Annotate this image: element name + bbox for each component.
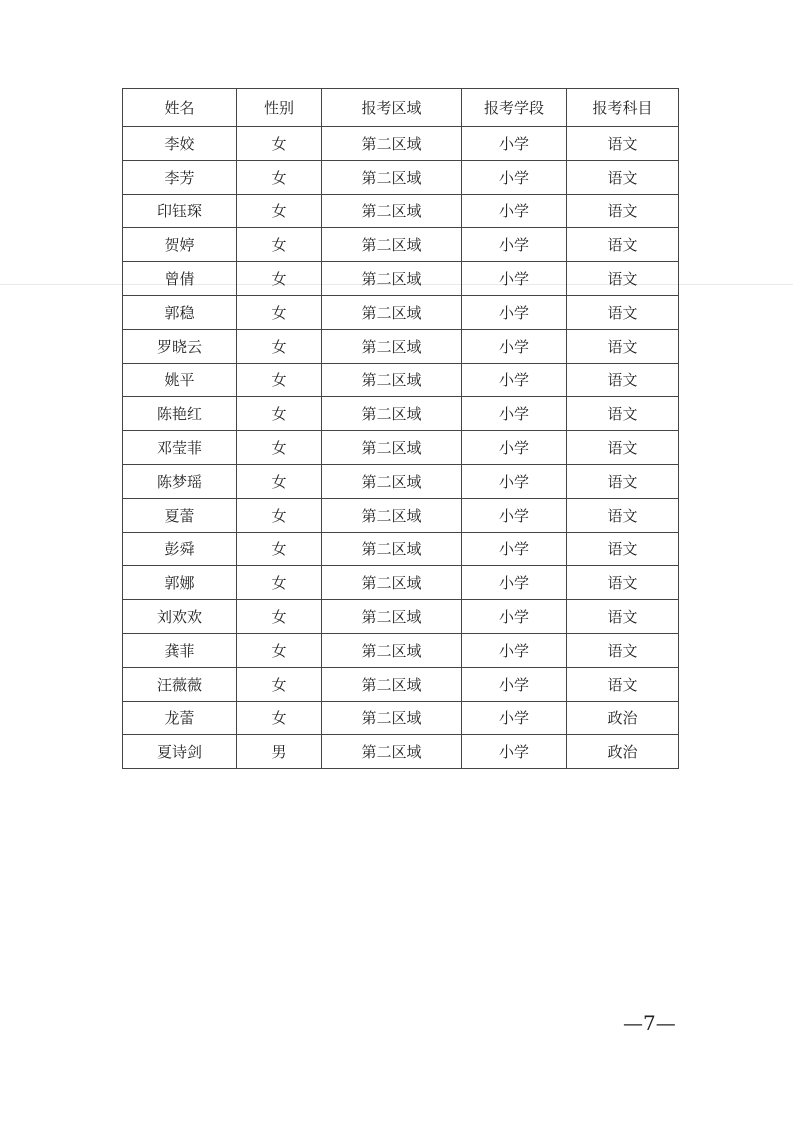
- cell-subject: 语文: [567, 160, 679, 194]
- cell-name: 汪薇薇: [123, 667, 237, 701]
- cell-subject: 语文: [567, 194, 679, 228]
- cell-gender: 女: [237, 600, 322, 634]
- cell-region: 第二区域: [322, 566, 462, 600]
- table-row: [123, 532, 679, 566]
- cell-stage: 小学: [462, 329, 567, 363]
- cell-gender: 女: [237, 295, 322, 329]
- cell-name: 夏蕾: [123, 498, 237, 532]
- table-row: [123, 566, 679, 600]
- table-row: [123, 194, 679, 228]
- cell-subject: 语文: [567, 633, 679, 667]
- cell-gender: 男: [237, 735, 322, 769]
- cell-name: 李姣: [123, 127, 237, 161]
- cell-gender: 女: [237, 194, 322, 228]
- header-region: 报考区域: [322, 89, 462, 127]
- cell-region: 第二区域: [322, 295, 462, 329]
- cell-name: 印钰琛: [123, 194, 237, 228]
- cell-subject: 语文: [567, 431, 679, 465]
- cell-name: 郭稳: [123, 295, 237, 329]
- table-row: [123, 431, 679, 465]
- header-gender: 性别: [237, 89, 322, 127]
- table-row: [123, 329, 679, 363]
- cell-region: 第二区域: [322, 498, 462, 532]
- cell-region: 第二区域: [322, 363, 462, 397]
- cell-name: 龙蕾: [123, 701, 237, 735]
- table-row: [123, 701, 679, 735]
- cell-stage: 小学: [462, 127, 567, 161]
- page-number: —7—: [623, 1011, 676, 1035]
- cell-name: 李芳: [123, 160, 237, 194]
- cell-gender: 女: [237, 667, 322, 701]
- cell-stage: 小学: [462, 194, 567, 228]
- header-name: 姓名: [123, 89, 237, 127]
- cell-gender: 女: [237, 464, 322, 498]
- cell-stage: 小学: [462, 735, 567, 769]
- cell-stage: 小学: [462, 667, 567, 701]
- table-row: [123, 363, 679, 397]
- cell-region: 第二区域: [322, 431, 462, 465]
- cell-region: 第二区域: [322, 464, 462, 498]
- cell-stage: 小学: [462, 262, 567, 296]
- cell-gender: 女: [237, 431, 322, 465]
- cell-subject: 语文: [567, 498, 679, 532]
- table-row: [123, 262, 679, 296]
- cell-subject: 语文: [567, 566, 679, 600]
- cell-name: 邓莹菲: [123, 431, 237, 465]
- cell-name: 郭娜: [123, 566, 237, 600]
- header-stage: 报考学段: [462, 89, 567, 127]
- table-row: [123, 464, 679, 498]
- table-row: [123, 127, 679, 161]
- cell-subject: 语文: [567, 600, 679, 634]
- header-subject: 报考科目: [567, 89, 679, 127]
- cell-name: 陈梦瑶: [123, 464, 237, 498]
- cell-stage: 小学: [462, 464, 567, 498]
- cell-subject: 政治: [567, 735, 679, 769]
- cell-stage: 小学: [462, 431, 567, 465]
- table-row: [123, 735, 679, 769]
- cell-region: 第二区域: [322, 160, 462, 194]
- cell-subject: 语文: [567, 262, 679, 296]
- cell-region: 第二区域: [322, 127, 462, 161]
- cell-gender: 女: [237, 532, 322, 566]
- cell-subject: 语文: [567, 329, 679, 363]
- cell-subject: 语文: [567, 295, 679, 329]
- candidate-table: [122, 88, 679, 769]
- table-body: [123, 127, 679, 769]
- cell-gender: 女: [237, 160, 322, 194]
- table-row: [123, 633, 679, 667]
- table-row: [123, 295, 679, 329]
- cell-stage: 小学: [462, 633, 567, 667]
- cell-subject: 语文: [567, 532, 679, 566]
- cell-gender: 女: [237, 397, 322, 431]
- cell-region: 第二区域: [322, 397, 462, 431]
- cell-region: 第二区域: [322, 701, 462, 735]
- cell-region: 第二区域: [322, 262, 462, 296]
- table-row: [123, 667, 679, 701]
- cell-gender: 女: [237, 329, 322, 363]
- table-header-row: [123, 89, 679, 127]
- cell-stage: 小学: [462, 228, 567, 262]
- cell-stage: 小学: [462, 600, 567, 634]
- cell-region: 第二区域: [322, 329, 462, 363]
- cell-region: 第二区域: [322, 735, 462, 769]
- cell-gender: 女: [237, 363, 322, 397]
- cell-region: 第二区域: [322, 532, 462, 566]
- cell-name: 罗晓云: [123, 329, 237, 363]
- cell-gender: 女: [237, 498, 322, 532]
- cell-name: 夏诗剑: [123, 735, 237, 769]
- cell-name: 贺婷: [123, 228, 237, 262]
- cell-gender: 女: [237, 566, 322, 600]
- cell-subject: 语文: [567, 667, 679, 701]
- cell-stage: 小学: [462, 701, 567, 735]
- cell-name: 姚平: [123, 363, 237, 397]
- cell-subject: 语文: [567, 363, 679, 397]
- cell-gender: 女: [237, 127, 322, 161]
- table-row: [123, 228, 679, 262]
- cell-subject: 语文: [567, 464, 679, 498]
- cell-stage: 小学: [462, 498, 567, 532]
- cell-subject: 语文: [567, 397, 679, 431]
- cell-gender: 女: [237, 228, 322, 262]
- cell-name: 彭舜: [123, 532, 237, 566]
- cell-name: 龚菲: [123, 633, 237, 667]
- cell-stage: 小学: [462, 363, 567, 397]
- cell-name: 刘欢欢: [123, 600, 237, 634]
- cell-stage: 小学: [462, 532, 567, 566]
- cell-subject: 语文: [567, 228, 679, 262]
- cell-gender: 女: [237, 633, 322, 667]
- cell-stage: 小学: [462, 397, 567, 431]
- cell-stage: 小学: [462, 160, 567, 194]
- cell-subject: 政治: [567, 701, 679, 735]
- table-row: [123, 160, 679, 194]
- cell-name: 陈艳红: [123, 397, 237, 431]
- cell-region: 第二区域: [322, 228, 462, 262]
- cell-region: 第二区域: [322, 667, 462, 701]
- table-row: [123, 397, 679, 431]
- cell-name: 曾倩: [123, 262, 237, 296]
- cell-stage: 小学: [462, 566, 567, 600]
- cell-stage: 小学: [462, 295, 567, 329]
- cell-region: 第二区域: [322, 633, 462, 667]
- cell-gender: 女: [237, 262, 322, 296]
- cell-gender: 女: [237, 701, 322, 735]
- cell-subject: 语文: [567, 127, 679, 161]
- table-row: [123, 600, 679, 634]
- cell-region: 第二区域: [322, 600, 462, 634]
- table-row: [123, 498, 679, 532]
- cell-region: 第二区域: [322, 194, 462, 228]
